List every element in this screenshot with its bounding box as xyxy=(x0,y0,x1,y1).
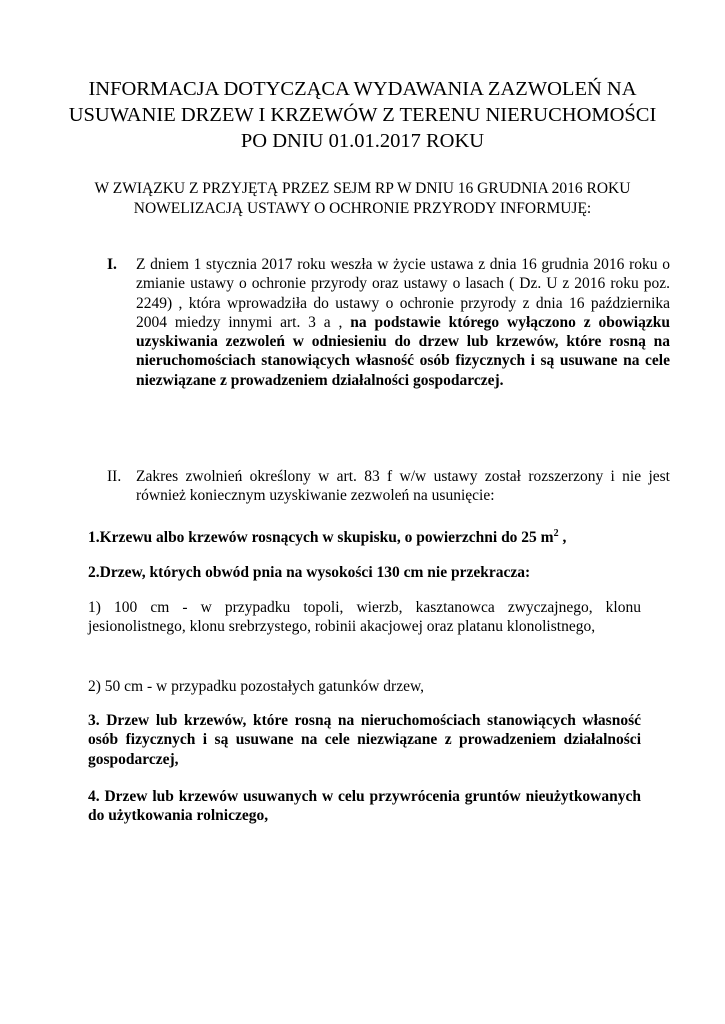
point-2: 2.Drzew, których obwód pnia na wysokości 130 cm nie przekracza: xyxy=(88,564,531,581)
point-1-tail: , xyxy=(558,529,567,547)
section-2-text: Zakres zwolnień określony w art. 83 f w/w ustawy został rozszerzony i nie jest również koniecznym uzyskiwanie zezwoleń na usunięcie: xyxy=(136,468,670,505)
section-1-text: Z dniem 1 stycznia 2017 roku weszła w życie ustawa z dnia 16 grudnia 2016 roku o zmianie ustawy o ochronie przyrody oraz ustawy o lasach ( Dz. U z 2016 roku poz. 2249) , która wprowadziła do ustawy o ochronie przyrody z dnia 16 października 2004 miedzy innymi art. 3 a , xyxy=(136,256,670,331)
section-1-number: I. xyxy=(107,256,117,273)
point-4: 4. Drzew lub krzewów usuwanych w celu przywrócenia gruntów nieużytkowanych do użytkowania rolniczego, xyxy=(88,788,641,825)
section-2 xyxy=(107,467,670,506)
subpoint-1: 1) 100 cm - w przypadku topoli, wierzb, kasztanowca zwyczajnego, klonu jesionolistnego, klonu srebrzystego, robinii akacjowej oraz platanu klonolistnego, xyxy=(88,599,641,636)
section-2-number: II. xyxy=(107,468,122,485)
point-3: 3. Drzew lub krzewów, które rosną na nieruchomościach stanowiących własność osób fizycznych i są usuwane na cele niezwiązane z prowadzeniem działalności gospodarczej, xyxy=(88,712,641,768)
point-1-text: 1.Krzewu albo krzewów rosnących w skupisku, o powierzchni do 25 m xyxy=(88,529,554,547)
page-title: INFORMACJA DOTYCZĄCA WYDAWANIA ZAZWOLEŃ NA USUWANIE DRZEW I KRZEWÓW Z TERENU NIERUCHOMOŚCI PO DNIU 01.01.2017 ROKU xyxy=(68,78,657,152)
point-1 xyxy=(88,524,641,547)
point-1-superscript: 2 xyxy=(553,528,559,539)
subpoint-2: 2) 50 cm - w przypadku pozostałych gatunków drzew, xyxy=(88,678,425,695)
page-subtitle: W ZWIĄZKU Z PRZYJĘTĄ PRZEZ SEJM RP W DNIU 16 GRUDNIA 2016 ROKU NOWELIZACJĄ USTAWY O OCHRONIE PRZYRODY INFORMUJĘ: xyxy=(94,180,631,217)
section-1 xyxy=(107,255,670,390)
section-1-bold-text: na podstawie którego wyłączono z obowiązku uzyskiwania zezwoleń w odniesieniu do drzew lub krzewów, które rosną na nieruchomościach stanowiących własność osób fizycznych i są usuwane na cele niezwiązane z prowadzeniem działalności gospodarczej. xyxy=(136,313,670,389)
